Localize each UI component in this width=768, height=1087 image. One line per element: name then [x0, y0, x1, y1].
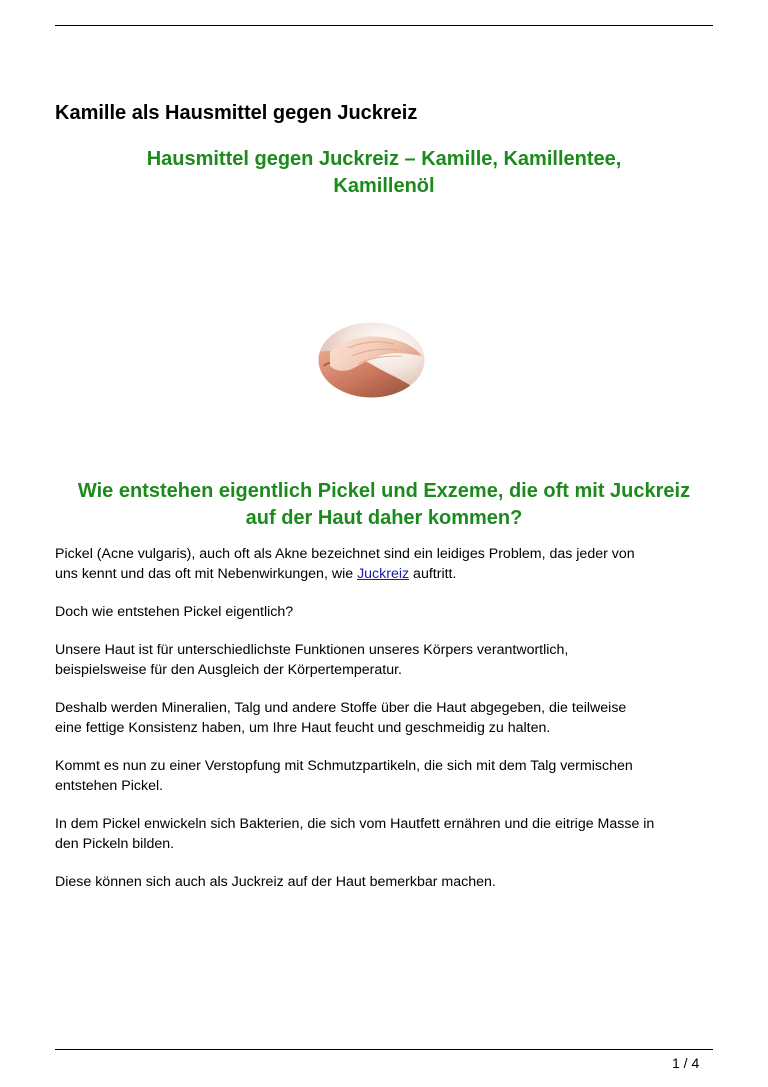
paragraph-line: Diese können sich auch als Juckreiz auf der Haut bemerkbar machen. — [55, 874, 496, 890]
paragraph-line: Pickel (Acne vulgaris), auch oft als Akne bezeichnet sind ein leidiges Problem, das jeder von — [55, 546, 635, 562]
paragraph — [55, 640, 720, 680]
document-subtitle — [55, 146, 713, 200]
paragraph-line: In dem Pickel enwickeln sich Bakterien, die sich vom Hautfett ernähren und die eitrige Masse in — [55, 816, 655, 832]
page-number: 1 / 4 — [672, 1055, 700, 1071]
subtitle-line: Hausmittel gegen Juckreiz – Kamille, Kamillentee, — [146, 148, 622, 170]
section-heading-line: Wie entstehen eigentlich Pickel und Exzeme, die oft mit Juckreiz — [77, 480, 691, 502]
photo-graphic — [318, 322, 425, 398]
paragraph-line: Doch wie entstehen Pickel eigentlich? — [55, 604, 294, 620]
subtitle-line: Kamillenöl — [333, 175, 435, 197]
paragraph-line: eine fettige Konsistenz haben, um Ihre Haut feucht und geschmeidig zu halten. — [55, 720, 551, 736]
paragraph — [55, 698, 720, 738]
juckreiz-link[interactable]: Juckreiz — [357, 566, 410, 582]
paragraph — [55, 602, 720, 622]
paragraph-line: entstehen Pickel. — [55, 778, 164, 794]
paragraph-line: Deshalb werden Mineralien, Talg und andere Stoffe über die Haut abgegeben, die teilweise — [55, 700, 627, 716]
paragraph-line: Unsere Haut ist für unterschiedlichste Funktionen unseres Körpers verantwortlich, — [55, 642, 569, 658]
paragraph — [55, 872, 720, 892]
paragraph — [55, 814, 720, 854]
hand-on-skin-photo — [318, 322, 425, 398]
paragraph — [55, 756, 720, 796]
paragraph-line: den Pickeln bilden. — [55, 836, 175, 852]
section-heading-line: auf der Haut daher kommen? — [245, 507, 523, 529]
paragraph-line: beispielsweise für den Ausgleich der Körpertemperatur. — [55, 662, 402, 678]
text-segment: auftritt. — [409, 566, 457, 582]
section-heading — [55, 478, 713, 532]
paragraph — [55, 544, 720, 584]
paragraph-line — [55, 564, 720, 584]
header-rule — [55, 25, 713, 26]
paragraph-line: Kommt es nun zu einer Verstopfung mit Schmutzpartikeln, die sich mit dem Talg vermischen — [55, 758, 633, 774]
document-title: Kamille als Hausmittel gegen Juckreiz — [55, 102, 418, 124]
text-segment: uns kennt und das oft mit Nebenwirkungen, wie — [55, 566, 358, 582]
footer-rule — [55, 1049, 713, 1050]
body-text — [55, 544, 720, 910]
